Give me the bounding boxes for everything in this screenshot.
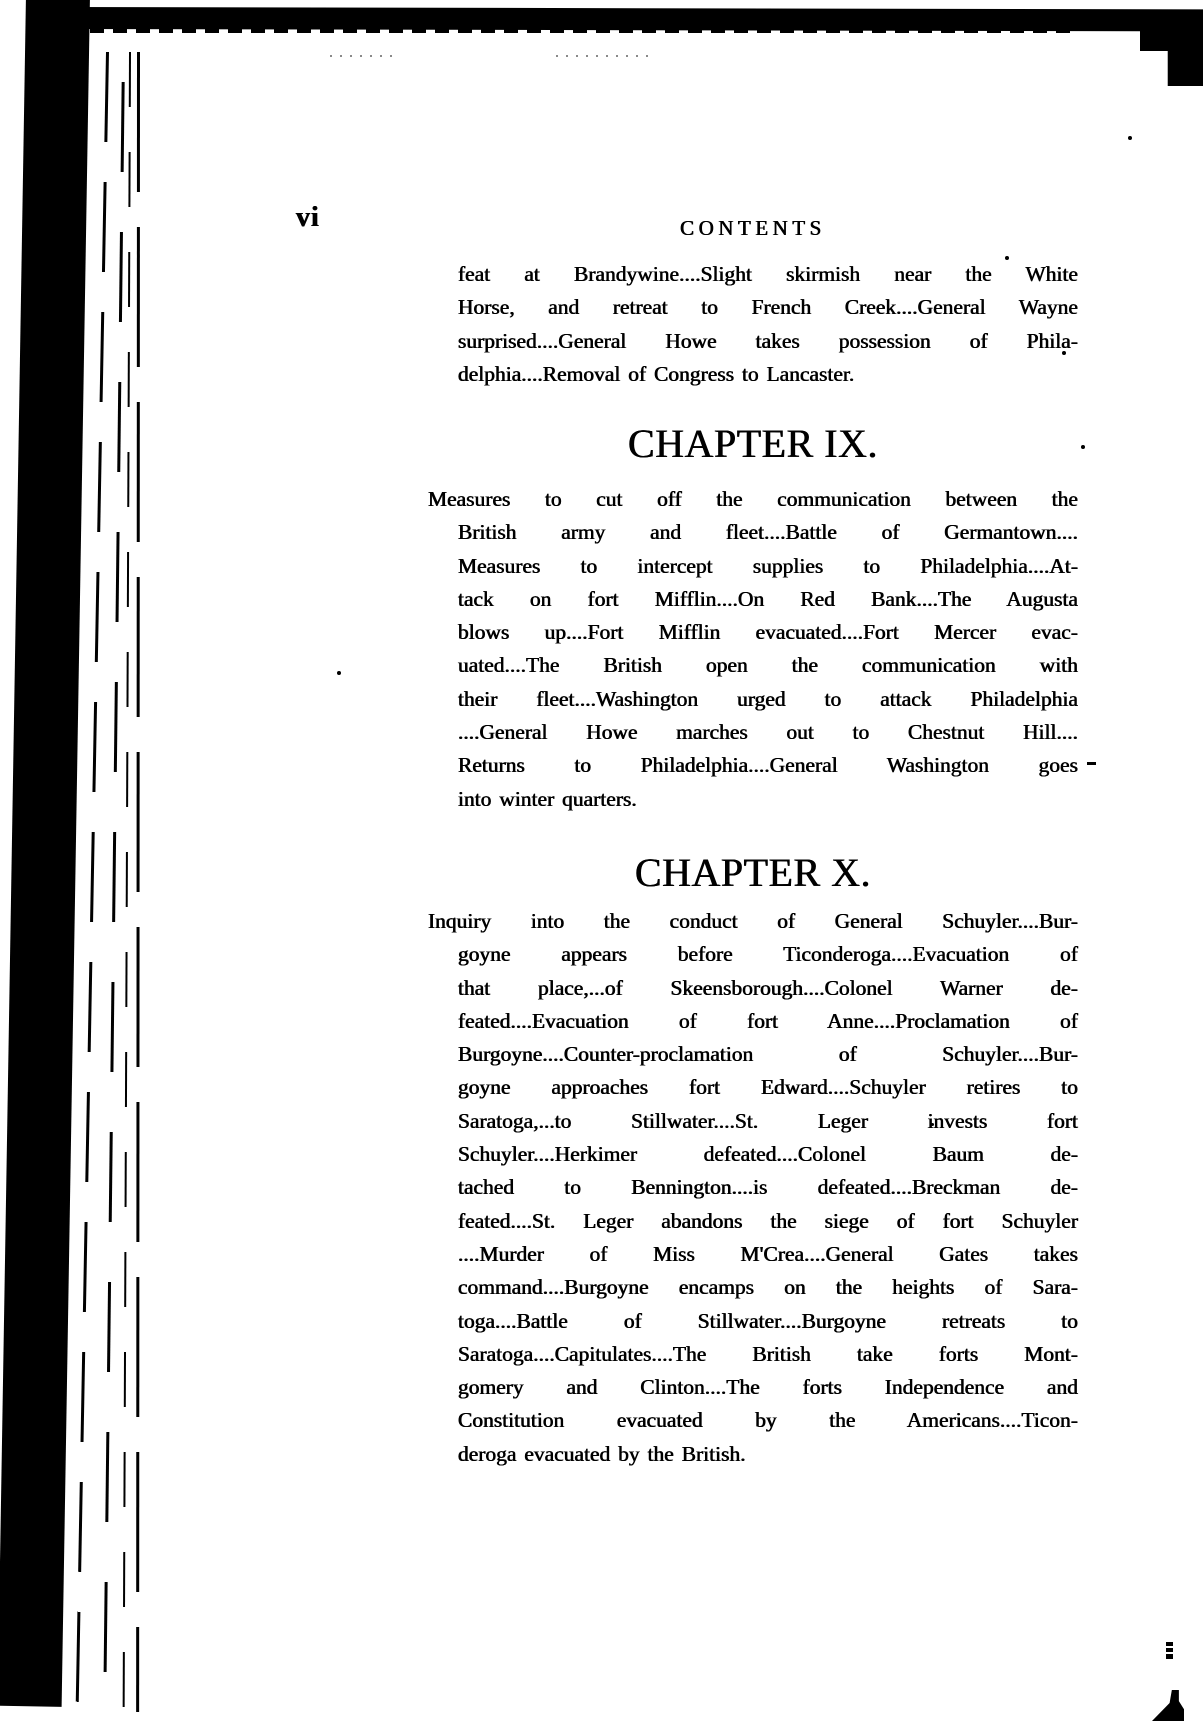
scan-top-edge-bar xyxy=(66,7,1203,31)
text-line: into winter quarters. xyxy=(458,786,637,811)
scan-top-edge-fray xyxy=(90,29,1070,33)
text-line: Saratoga....Capitulates....The British take forts Mont- xyxy=(458,1341,1078,1366)
chapter-summary-paragraph xyxy=(428,905,1078,1471)
scan-noise-dots xyxy=(556,55,648,57)
text-line: toga....Battle of Stillwater....Burgoyne retreats to xyxy=(458,1308,1078,1333)
text-line: ....Murder of Miss M'Crea....General Gates takes xyxy=(458,1241,1078,1266)
text-line: ....General Howe marches out to Chestnut Hill.... xyxy=(458,720,1078,745)
scan-corner-wedge xyxy=(1152,1690,1184,1721)
text-line: goyne approaches fort Edward....Schuyler retires to xyxy=(458,1075,1078,1100)
text-line: Measures to intercept supplies to Philadelphia....At- xyxy=(458,553,1078,578)
text-line: that place,...of Skeensborough....Colonel Warner de- xyxy=(458,975,1078,1000)
binding-crease-line xyxy=(123,52,131,1712)
chapter-heading: CHAPTER X. xyxy=(634,850,872,895)
page-title: CONTENTS xyxy=(680,216,826,240)
scan-noise-dots xyxy=(330,55,398,57)
text-line: Schuyler....Herkimer defeated....Colonel Baum de- xyxy=(458,1142,1078,1167)
text-line: Constitution evacuated by the Americans....Ticon- xyxy=(458,1408,1078,1433)
text-line: their fleet....Washington urged to attack Philadelphia xyxy=(458,686,1078,711)
scan-speck xyxy=(337,671,341,675)
text-line: command....Burgoyne encamps on the heights of Sara- xyxy=(458,1275,1078,1300)
scan-speck xyxy=(1087,762,1096,765)
text-line: Returns to Philadelphia....General Washington goes xyxy=(458,753,1078,778)
text-line: Horse, and retreat to French Creek....General Wayne xyxy=(458,295,1078,320)
text-line: tached to Bennington....is defeated....Breckman de- xyxy=(458,1175,1078,1200)
chapter-summary-paragraph xyxy=(428,483,1078,816)
text-line: Measures to cut off the communication between the xyxy=(428,487,1078,511)
text-line: feated....Evacuation of fort Anne....Proclamation of xyxy=(458,1008,1078,1033)
text-line: feated....St. Leger abandons the siege of fort Schuyler xyxy=(458,1208,1078,1233)
text-line: blows up....Fort Mifflin evacuated....Fort Mercer evac- xyxy=(458,620,1078,645)
page-number: vi xyxy=(296,202,320,233)
text-line: British army and fleet....Battle of Germantown.... xyxy=(458,520,1078,545)
text-line: deroga evacuated by the British. xyxy=(458,1441,746,1466)
text-line: tack on fort Mifflin....On Red Bank....The Augusta xyxy=(458,586,1078,611)
scan-speck xyxy=(1081,445,1085,449)
continuation-paragraph xyxy=(458,258,1078,391)
chapter-heading: CHAPTER IX. xyxy=(628,421,878,466)
text-line: Saratoga,...to Stillwater....St. Leger invests fort xyxy=(458,1108,1078,1133)
scan-gutter-shadow-bar xyxy=(0,0,90,1707)
text-line: surprised....General Howe takes possession of Phila- xyxy=(458,328,1078,353)
binding-crease-line xyxy=(103,52,125,1712)
text-line: goyne appears before Ticonderoga....Evacuation of xyxy=(458,942,1078,967)
text-line: uated....The British open the communication with xyxy=(458,653,1078,678)
text-line: feat at Brandywine....Slight skirmish near the White xyxy=(458,262,1078,286)
text-line: Burgoyne....Counter-proclamation of Schuyler....Bur- xyxy=(458,1042,1078,1067)
binding-crease-line xyxy=(136,52,140,1712)
scan-ink-mark xyxy=(1166,1642,1173,1659)
scan-corner-blotch xyxy=(1140,10,1203,86)
text-line: delphia....Removal of Congress to Lancaster. xyxy=(458,361,855,386)
text-line: Inquiry into the conduct of General Schuyler....Bur- xyxy=(428,909,1078,933)
text-line: gomery and Clinton....The forts Independence and xyxy=(458,1375,1078,1400)
scan-speck xyxy=(1128,136,1132,140)
